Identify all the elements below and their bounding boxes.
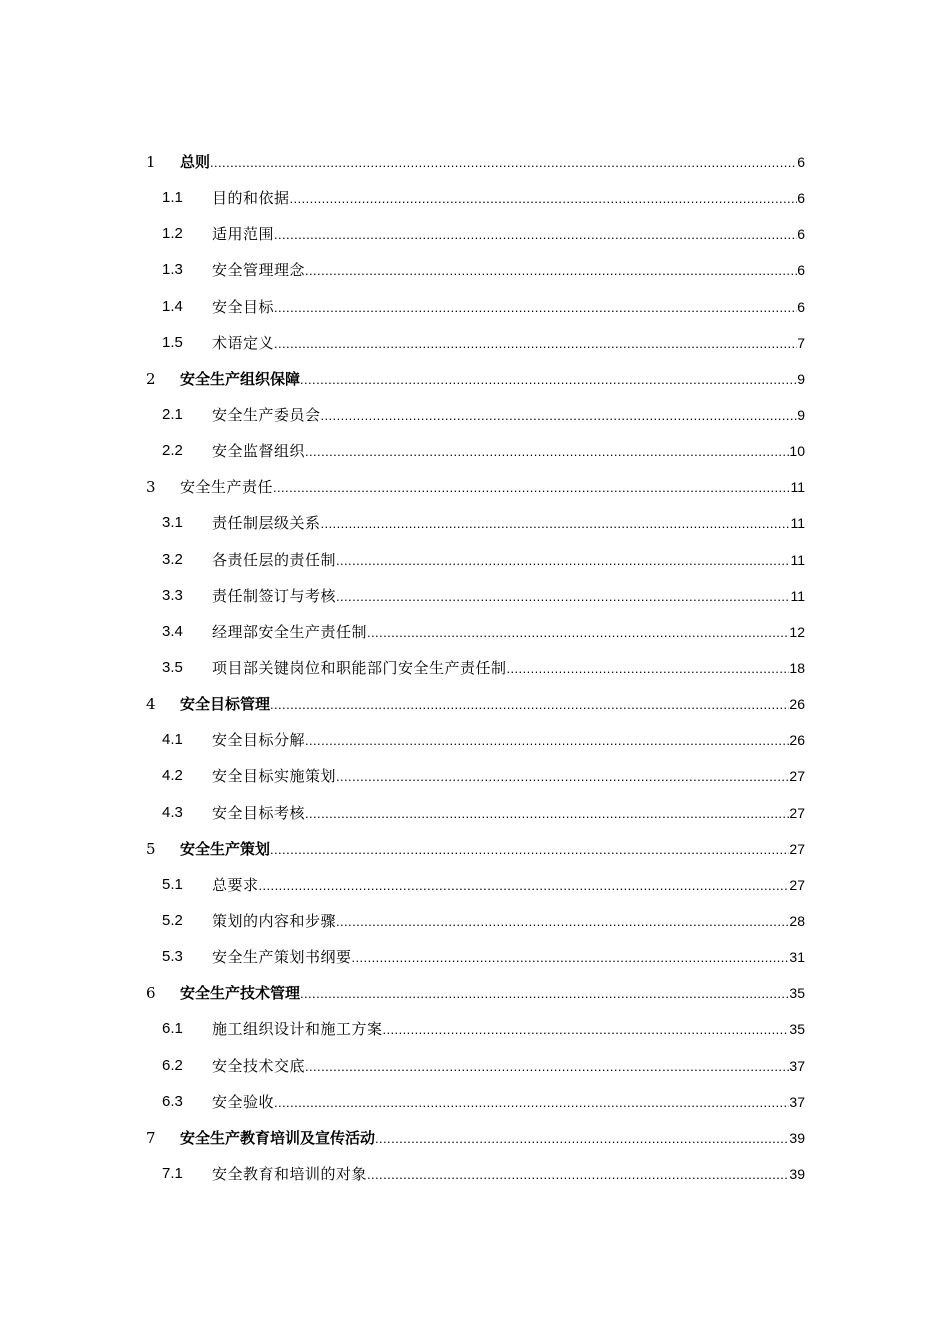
toc-entry-line: [212, 867, 805, 904]
toc-entry-line: [212, 758, 805, 795]
toc-entry-number: 1.5: [162, 333, 183, 351]
toc-entry-title: 安全目标实施策划: [212, 767, 337, 786]
toc-entry-2-1[interactable]: [0, 397, 950, 433]
toc-entry-page: 6: [797, 226, 805, 243]
toc-entry-title: 适用范围: [212, 225, 275, 244]
toc-entry-page: 12: [789, 623, 805, 640]
toc-entry-page: 11: [790, 515, 805, 532]
toc-entry-title: 安全目标考核: [212, 803, 306, 822]
toc-entry-line: [212, 289, 805, 326]
toc-entry-page: 26: [789, 696, 805, 713]
toc-entry-title: 安全目标分解: [212, 731, 306, 750]
toc-entry-1-3[interactable]: [0, 252, 950, 288]
dot-leader: [270, 832, 789, 868]
toc-entry-6-2[interactable]: [0, 1048, 950, 1084]
toc-entry-1[interactable]: [0, 144, 950, 180]
toc-entry-number: 1.4: [162, 297, 183, 315]
toc-entry-number: 3.5: [162, 658, 183, 676]
toc-entry-title: 安全生产教育培训及宣传活动: [180, 1128, 376, 1147]
toc-entry-line: [212, 722, 805, 759]
toc-entry-title: 安全教育和培训的对象: [212, 1164, 368, 1183]
toc-entry-number: 1.2: [162, 225, 183, 243]
toc-entry-title: 经理部安全生产责任制: [212, 622, 368, 641]
dot-leader: [305, 434, 789, 470]
toc-entry-number: 3.1: [162, 514, 183, 532]
dot-leader: [321, 398, 798, 434]
toc-entry-page: 9: [797, 370, 805, 387]
toc-entry-5[interactable]: [0, 831, 950, 867]
toc-entry-line: [180, 975, 805, 1012]
toc-entry-title: 项目部关键岗位和职能部门安全生产责任制: [212, 658, 507, 677]
toc-entry-number: 1: [146, 153, 156, 171]
toc-entry-number: 6.2: [162, 1056, 183, 1074]
toc-entry-6[interactable]: [0, 975, 950, 1011]
toc-entry-number: 2.1: [162, 405, 183, 423]
toc-entry-page: 7: [797, 334, 805, 351]
toc-entry-title: 安全生产组织保障: [180, 369, 301, 388]
toc-entry-number: 6: [146, 984, 156, 1003]
toc-entry-5-3[interactable]: [0, 939, 950, 975]
toc-entry-title: 安全生产策划: [180, 839, 271, 858]
toc-entry-line: [212, 650, 805, 687]
toc-entry-title: 策划的内容和步骤: [212, 911, 337, 930]
toc-entry-title: 安全生产技术管理: [180, 984, 301, 1003]
toc-entry-title: 安全技术交底: [212, 1056, 306, 1075]
toc-entry-line: [212, 505, 805, 542]
toc-entry-number: 4.3: [162, 803, 183, 821]
toc-entry-page: 37: [789, 1093, 805, 1110]
toc-entry-line: [212, 542, 805, 579]
toc-entry-title: 总要求: [212, 875, 259, 894]
toc-entry-page: 39: [789, 1165, 805, 1182]
toc-entry-title: 责任制签订与考核: [212, 586, 337, 605]
toc-entry-2[interactable]: [0, 361, 950, 397]
toc-entry-page: 39: [789, 1129, 805, 1146]
dot-leader: [305, 1049, 789, 1085]
toc-entry-number: 2: [146, 369, 156, 388]
toc-entry-page: 31: [789, 949, 805, 966]
toc-entry-line: [180, 469, 805, 506]
toc-entry-title: 各责任层的责任制: [212, 550, 337, 569]
toc-entry-title: 安全监督组织: [212, 442, 306, 461]
toc-entry-line: [212, 433, 805, 470]
toc-entry-page: 27: [789, 876, 805, 893]
toc-entry-page: 6: [797, 154, 805, 170]
toc-entry-page: 18: [789, 659, 805, 676]
dot-leader: [336, 904, 789, 940]
toc-entry-page: 27: [789, 768, 805, 785]
toc-entry-5-2[interactable]: [0, 903, 950, 939]
toc-entry-number: 2.2: [162, 442, 183, 460]
dot-leader: [367, 1157, 789, 1193]
toc-entry-2-2[interactable]: [0, 433, 950, 469]
toc-entry-number: 4.1: [162, 731, 183, 749]
toc-entry-page: 35: [789, 985, 805, 1002]
table-of-contents: [0, 144, 950, 1192]
toc-entry-4[interactable]: [0, 686, 950, 722]
toc-entry-7-1[interactable]: [0, 1156, 950, 1192]
toc-entry-page: 27: [789, 804, 805, 821]
toc-entry-page: 6: [797, 298, 805, 315]
toc-entry-number: 1.3: [162, 261, 183, 279]
toc-entry-line: [180, 831, 805, 868]
toc-entry-line: [212, 903, 805, 940]
toc-entry-line: [212, 1084, 805, 1121]
toc-entry-line: [212, 578, 805, 615]
toc-entry-number: 6.1: [162, 1020, 183, 1038]
toc-entry-title: 安全管理理念: [212, 261, 306, 280]
toc-entry-5-1[interactable]: [0, 867, 950, 903]
toc-entry-line: [212, 1011, 805, 1048]
toc-entry-title: 安全生产责任: [180, 478, 274, 497]
toc-entry-line: [212, 216, 805, 253]
toc-entry-3-3[interactable]: [0, 578, 950, 614]
toc-entry-title: 目的和依据: [212, 189, 290, 208]
toc-entry-title: 安全目标管理: [180, 695, 271, 714]
toc-entry-number: 3.4: [162, 622, 183, 640]
toc-entry-3-1[interactable]: [0, 505, 950, 541]
toc-entry-title: 安全验收: [212, 1092, 275, 1111]
toc-entry-line: [180, 1120, 805, 1157]
toc-entry-number: 5.1: [162, 875, 183, 893]
toc-entry-3-2[interactable]: [0, 542, 950, 578]
toc-entry-page: 6: [797, 190, 805, 207]
toc-entry-line: [180, 361, 805, 398]
toc-entry-1-1[interactable]: [0, 180, 950, 216]
dot-leader: [300, 362, 797, 398]
toc-entry-number: 6.3: [162, 1092, 183, 1110]
dot-leader: [259, 868, 790, 904]
toc-entry-line: [212, 1048, 805, 1085]
toc-entry-page: 6: [797, 262, 805, 279]
dot-leader: [305, 253, 797, 289]
dot-leader: [367, 615, 789, 651]
toc-entry-6-3[interactable]: [0, 1084, 950, 1120]
dot-leader: [336, 579, 790, 615]
toc-entry-page: 37: [789, 1057, 805, 1074]
toc-entry-line: [212, 614, 805, 651]
toc-entry-number: 4: [146, 695, 156, 714]
toc-entry-page: 10: [789, 443, 805, 460]
toc-entry-4-2[interactable]: [0, 758, 950, 794]
dot-leader: [274, 1085, 789, 1121]
toc-entry-title: 术语定义: [212, 333, 275, 352]
toc-entry-number: 7.1: [162, 1164, 183, 1182]
toc-entry-3[interactable]: [0, 469, 950, 505]
dot-leader: [375, 1121, 789, 1157]
toc-entry-number: 5: [146, 839, 156, 858]
toc-entry-number: 3.3: [162, 586, 183, 604]
dot-leader: [274, 290, 797, 326]
toc-entry-number: 4.2: [162, 767, 183, 785]
toc-entry-1-4[interactable]: [0, 289, 950, 325]
toc-entry-number: 5.3: [162, 948, 183, 966]
dot-leader: [305, 796, 789, 832]
toc-entry-line: [180, 686, 805, 723]
toc-entry-3-4[interactable]: [0, 614, 950, 650]
toc-entry-number: 1.1: [162, 189, 183, 207]
toc-entry-number: 7: [146, 1128, 156, 1147]
dot-leader: [321, 506, 791, 542]
toc-entry-page: 11: [790, 479, 805, 496]
toc-entry-line: [212, 795, 805, 832]
toc-entry-title: 责任制层级关系: [212, 514, 321, 533]
toc-entry-number: 3.2: [162, 550, 183, 568]
toc-entry-line: [212, 939, 805, 976]
dot-leader: [210, 145, 797, 181]
toc-entry-line: [212, 397, 805, 434]
toc-entry-page: 28: [789, 912, 805, 929]
toc-entry-title: 安全生产委员会: [212, 405, 321, 424]
toc-entry-1-2[interactable]: [0, 216, 950, 252]
toc-entry-page: 11: [790, 551, 805, 568]
dot-leader: [305, 723, 789, 759]
toc-entry-number: 5.2: [162, 911, 183, 929]
toc-entry-1-5[interactable]: [0, 325, 950, 361]
toc-entry-page: 35: [789, 1021, 805, 1038]
toc-entry-title: 施工组织设计和施工方案: [212, 1020, 383, 1039]
dot-leader: [274, 217, 797, 253]
dot-leader: [336, 759, 789, 795]
dot-leader: [274, 326, 797, 362]
dot-leader: [290, 181, 798, 217]
toc-entry-6-1[interactable]: [0, 1011, 950, 1047]
dot-leader: [273, 470, 790, 506]
toc-entry-title: 安全生产策划书纲要: [212, 948, 352, 967]
dot-leader: [336, 543, 790, 579]
dot-leader: [383, 1012, 790, 1048]
toc-entry-page: 9: [797, 406, 805, 423]
toc-entry-4-1[interactable]: [0, 722, 950, 758]
toc-entry-line: [212, 252, 805, 289]
toc-entry-title: 总则: [180, 153, 211, 171]
toc-entry-line: [180, 144, 805, 181]
dot-leader: [270, 687, 789, 723]
toc-entry-page: 11: [790, 587, 805, 604]
toc-entry-line: [212, 1156, 805, 1193]
toc-entry-3-5[interactable]: [0, 650, 950, 686]
dot-leader: [300, 976, 789, 1012]
dot-leader: [352, 940, 790, 976]
toc-entry-title: 安全目标: [212, 297, 275, 316]
toc-entry-page: 26: [789, 732, 805, 749]
toc-entry-4-3[interactable]: [0, 795, 950, 831]
toc-entry-line: [212, 325, 805, 362]
toc-entry-7[interactable]: [0, 1120, 950, 1156]
toc-entry-page: 27: [789, 840, 805, 857]
toc-entry-number: 3: [146, 478, 156, 497]
toc-entry-line: [212, 180, 805, 217]
dot-leader: [507, 651, 790, 687]
